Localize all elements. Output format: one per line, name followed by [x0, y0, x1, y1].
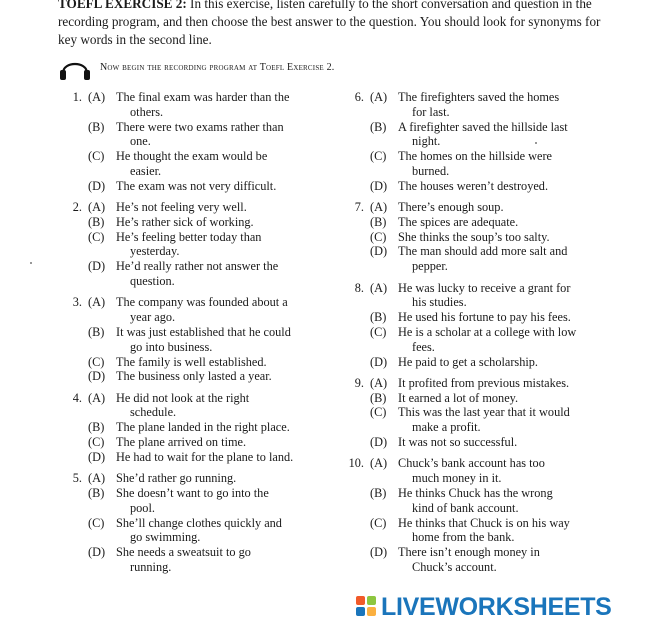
- answer-option[interactable]: [342, 310, 624, 325]
- question-number: [60, 149, 88, 179]
- answer-option[interactable]: [60, 545, 330, 575]
- option-text-continuation: easier.: [130, 163, 162, 178]
- option-letter: (B): [88, 485, 105, 500]
- question-number: [342, 310, 370, 325]
- answer-option[interactable]: [342, 405, 624, 435]
- option-text-line: The spices are adequate.: [398, 214, 519, 229]
- option-text: [116, 259, 330, 289]
- question-number: [342, 516, 370, 546]
- option-text-line: He had to wait for the plane to land.: [116, 449, 294, 464]
- answer-option[interactable]: [60, 295, 330, 325]
- question-item: [60, 90, 330, 194]
- option-letter: (D): [88, 449, 106, 464]
- question-number: 6.: [354, 90, 364, 104]
- answer-option[interactable]: [342, 90, 624, 120]
- option-text-continuation: for last.: [412, 104, 450, 119]
- answer-option[interactable]: [60, 90, 330, 120]
- question-number: [342, 325, 370, 355]
- option-text: [398, 325, 624, 355]
- option-letter: (A): [370, 200, 388, 215]
- answer-option[interactable]: [60, 355, 330, 370]
- option-text: [116, 325, 330, 355]
- option-letter: (A): [88, 390, 106, 405]
- option-text-line: The plane arrived on time.: [116, 435, 247, 450]
- option-letter: (A): [370, 90, 388, 104]
- answer-option[interactable]: [342, 456, 624, 486]
- option-text: [116, 90, 330, 120]
- option-letter: (A): [88, 471, 106, 486]
- answer-option[interactable]: [60, 369, 330, 384]
- option-text-line: He did not look at the right: [116, 390, 250, 405]
- option-text: [398, 310, 624, 325]
- option-text-continuation: pool.: [130, 500, 155, 515]
- option-text-continuation: his studies.: [412, 295, 467, 310]
- question-number: 7.: [354, 200, 364, 215]
- option-text-line: It profited from previous mistakes.: [398, 375, 570, 390]
- question-number: [60, 325, 88, 355]
- option-text: [398, 281, 624, 311]
- question-number: [60, 435, 88, 450]
- option-text-line: Chuck’s bank account has too: [398, 456, 545, 471]
- question-number: [342, 545, 370, 575]
- option-text: [398, 120, 624, 150]
- option-text-continuation: night.: [412, 134, 441, 149]
- option-text-line: She thinks the soup’s too salty.: [398, 229, 550, 244]
- answer-option[interactable]: [342, 376, 624, 391]
- option-text: [116, 486, 330, 516]
- question-number: 8.: [354, 280, 364, 295]
- answer-option[interactable]: [60, 230, 330, 260]
- question-number: [60, 486, 88, 516]
- option-text-continuation: others.: [130, 104, 164, 119]
- option-letter: (B): [370, 310, 387, 325]
- option-text: [116, 215, 330, 230]
- question-number: [342, 179, 370, 194]
- option-text: [116, 355, 330, 370]
- option-text: [398, 230, 624, 245]
- answer-option[interactable]: [60, 516, 330, 546]
- option-letter: (C): [88, 354, 105, 369]
- question-number: [60, 355, 88, 370]
- option-text-continuation: go into business.: [130, 339, 213, 354]
- questions-left-column: [60, 90, 330, 581]
- question-item: [60, 200, 330, 289]
- recording-text: Now begin the recording program at Toefl Exercise 2.: [100, 62, 335, 73]
- option-text-line: The plane landed in the right place.: [116, 420, 290, 435]
- question-number: [60, 230, 88, 260]
- option-letter: (C): [88, 515, 105, 530]
- answer-option[interactable]: [342, 486, 624, 516]
- answer-option[interactable]: [60, 325, 330, 355]
- option-text-continuation: running.: [130, 559, 172, 574]
- questions-right-column: [342, 90, 624, 581]
- option-text: [398, 200, 624, 215]
- speck: [30, 262, 32, 264]
- answer-option[interactable]: [342, 391, 624, 406]
- question-number: 5.: [72, 471, 82, 486]
- answer-option[interactable]: [60, 486, 330, 516]
- option-text-line: He thought the exam would be: [116, 149, 268, 164]
- logo-mark-icon: [356, 596, 378, 618]
- headphones-icon: [58, 55, 92, 81]
- speck: [535, 142, 537, 144]
- option-text: [398, 405, 624, 435]
- question-number: 9.: [354, 375, 364, 390]
- option-letter: (B): [370, 390, 387, 405]
- question-number: [60, 450, 88, 465]
- option-text-line: The homes on the hillside were: [398, 149, 553, 164]
- option-text-line: She doesn’t want to go into the: [116, 485, 269, 500]
- option-text-line: He paid to get a scholarship.: [398, 354, 539, 369]
- question-number: [60, 545, 88, 575]
- question-number: [60, 516, 88, 546]
- question-number: [342, 405, 370, 435]
- option-text-continuation: question.: [130, 274, 175, 289]
- option-text-line: She’ll change clothes quickly and: [116, 515, 282, 530]
- question-number: [342, 244, 370, 274]
- answer-option[interactable]: [342, 325, 624, 355]
- option-letter: (C): [370, 229, 387, 244]
- option-text: [116, 516, 330, 546]
- option-letter: (B): [88, 119, 105, 134]
- question-item: [342, 90, 624, 194]
- question-number: [60, 259, 88, 289]
- option-letter: (B): [370, 119, 387, 134]
- recording-instruction: [58, 55, 618, 83]
- option-letter: (B): [88, 324, 105, 339]
- option-text-line: He’s rather sick of working.: [116, 214, 254, 229]
- option-text-continuation: Chuck’s account.: [412, 559, 497, 574]
- option-text: [398, 435, 624, 450]
- answer-option[interactable]: [342, 281, 624, 311]
- option-text-line: He used his fortune to pay his fees.: [398, 310, 571, 325]
- answer-option[interactable]: [342, 545, 624, 575]
- option-text-line: He’s not feeling very well.: [116, 200, 247, 215]
- option-text: [116, 230, 330, 260]
- question-number: [342, 486, 370, 516]
- option-text-line: The final exam was harder than the: [116, 90, 290, 104]
- option-text-continuation: schedule.: [130, 405, 177, 420]
- exercise-instructions: [58, 0, 606, 49]
- question-number: 1.: [72, 90, 82, 104]
- option-letter: (C): [370, 324, 387, 339]
- option-text-continuation: kind of bank account.: [412, 500, 519, 515]
- option-text-line: The business only lasted a year.: [116, 369, 272, 384]
- option-text-line: The family is well established.: [116, 354, 267, 369]
- question-number: [342, 391, 370, 406]
- option-text: [398, 215, 624, 230]
- option-text-continuation: burned.: [412, 163, 450, 178]
- logo-text: LIVEWORKSHEETS: [381, 592, 612, 621]
- answer-option[interactable]: [342, 149, 624, 179]
- question-number: 2.: [72, 200, 82, 215]
- option-text-line: The firefighters saved the homes: [398, 90, 560, 104]
- option-text-continuation: go swimming.: [130, 530, 201, 545]
- option-text-line: She’d rather go running.: [116, 471, 237, 486]
- option-letter: (D): [88, 259, 106, 274]
- question-number: [60, 420, 88, 435]
- option-text-line: There’s enough soup.: [398, 200, 504, 215]
- option-text-line: The man should add more salt and: [398, 244, 568, 259]
- option-text: [398, 90, 624, 120]
- answer-option[interactable]: [60, 450, 330, 465]
- answer-option[interactable]: [342, 215, 624, 230]
- answer-option[interactable]: [342, 120, 624, 150]
- option-text: [116, 295, 330, 325]
- option-letter: (C): [88, 229, 105, 244]
- answer-option[interactable]: [60, 149, 330, 179]
- option-letter: (A): [370, 280, 388, 295]
- option-text-line: It was just established that he could: [116, 324, 291, 339]
- question-item: [60, 471, 330, 575]
- question-number: [60, 215, 88, 230]
- option-text-line: He thinks that Chuck is on his way: [398, 515, 570, 530]
- question-item: [342, 456, 624, 574]
- answer-option[interactable]: [60, 471, 330, 486]
- answer-option[interactable]: [342, 355, 624, 370]
- option-text: [116, 435, 330, 450]
- question-item: [342, 200, 624, 274]
- option-letter: (D): [370, 354, 388, 369]
- answer-option[interactable]: [60, 391, 330, 421]
- option-letter: (A): [88, 295, 106, 310]
- question-number: 3.: [72, 295, 82, 310]
- option-text-continuation: home from the bank.: [412, 530, 515, 545]
- option-text-line: He thinks Chuck has the wrong: [398, 485, 553, 500]
- option-text: [116, 545, 330, 575]
- option-text-continuation: one.: [130, 134, 151, 149]
- question-item: [342, 376, 624, 450]
- question-item: [342, 281, 624, 370]
- answer-option[interactable]: [60, 200, 330, 215]
- answer-option[interactable]: [60, 120, 330, 150]
- exercise-title: TOEFL EXERCISE 2:: [58, 0, 187, 11]
- option-text-continuation: yesterday.: [130, 244, 180, 259]
- question-number: [60, 179, 88, 194]
- option-text-line: He is a scholar at a college with low: [398, 324, 577, 339]
- option-text: [398, 456, 624, 486]
- question-number: 4.: [72, 390, 82, 405]
- answer-option[interactable]: [60, 179, 330, 194]
- option-letter: (B): [370, 485, 387, 500]
- option-text-continuation: fees.: [412, 339, 435, 354]
- option-text-line: He’s feeling better today than: [116, 229, 262, 244]
- option-text-line: The houses weren’t destroyed.: [398, 178, 549, 193]
- option-text-line: She needs a sweatsuit to go: [116, 545, 251, 560]
- answer-option[interactable]: [342, 244, 624, 274]
- answer-option[interactable]: [60, 435, 330, 450]
- question-number: [60, 120, 88, 150]
- option-letter: (A): [88, 200, 106, 215]
- option-letter: (D): [370, 244, 388, 259]
- answer-option[interactable]: [342, 230, 624, 245]
- option-letter: (C): [370, 149, 387, 164]
- option-letter: (B): [370, 214, 387, 229]
- question-number: [342, 435, 370, 450]
- question-number: [342, 120, 370, 150]
- option-text: [398, 391, 624, 406]
- liveworksheets-logo: [356, 594, 612, 620]
- option-letter: (D): [88, 369, 106, 384]
- option-letter: (C): [88, 435, 105, 450]
- option-text: [116, 450, 330, 465]
- option-letter: (A): [88, 90, 106, 104]
- option-letter: (C): [370, 405, 387, 420]
- option-letter: (D): [88, 178, 106, 193]
- option-text-continuation: pepper.: [412, 259, 448, 274]
- answer-option[interactable]: [342, 179, 624, 194]
- answer-option[interactable]: [60, 259, 330, 289]
- option-text-continuation: much money in it.: [412, 471, 502, 486]
- answer-option[interactable]: [342, 435, 624, 450]
- instructions-text: In this exercise, listen carefully to the short conversation and question in the recording program, and then choose the best answer to the question. You should look for synonyms for key words in the second line.: [58, 0, 601, 47]
- option-text-line: The exam was not very difficult.: [116, 178, 277, 193]
- question-number: [342, 230, 370, 245]
- option-text: [116, 149, 330, 179]
- option-text: [398, 545, 624, 575]
- option-text: [398, 244, 624, 274]
- option-text-continuation: year ago.: [130, 310, 176, 325]
- option-letter: (D): [370, 545, 388, 560]
- option-letter: (C): [370, 515, 387, 530]
- option-text: [398, 376, 624, 391]
- question-number: 10.: [348, 456, 364, 471]
- answer-option[interactable]: [342, 516, 624, 546]
- option-text: [116, 120, 330, 150]
- option-text-line: He’d really rather not answer the: [116, 259, 279, 274]
- option-text: [116, 200, 330, 215]
- option-text: [116, 369, 330, 384]
- option-text-line: This was the last year that it would: [398, 405, 570, 420]
- option-letter: (A): [370, 375, 388, 390]
- option-text-line: It was not so successful.: [398, 435, 518, 450]
- option-text: [398, 179, 624, 194]
- option-text-line: There isn’t enough money in: [398, 545, 540, 560]
- question-item: [60, 295, 330, 384]
- question-number: [342, 215, 370, 230]
- answer-option[interactable]: [60, 215, 330, 230]
- answer-option[interactable]: [342, 200, 624, 215]
- option-letter: (D): [370, 178, 388, 193]
- option-letter: (B): [88, 420, 105, 435]
- answer-option[interactable]: [60, 420, 330, 435]
- question-number: [342, 149, 370, 179]
- question-number: [342, 355, 370, 370]
- option-text-continuation: make a profit.: [412, 420, 481, 435]
- question-number: [60, 369, 88, 384]
- option-text: [398, 486, 624, 516]
- option-letter: (D): [88, 545, 106, 560]
- question-item: [60, 391, 330, 465]
- option-text-line: It earned a lot of money.: [398, 390, 519, 405]
- option-letter: (D): [370, 435, 388, 450]
- option-text-line: The company was founded about a: [116, 295, 288, 310]
- option-text: [116, 391, 330, 421]
- option-text: [116, 471, 330, 486]
- option-text-line: A firefighter saved the hillside last: [398, 119, 568, 134]
- option-letter: (C): [88, 149, 105, 164]
- option-text: [398, 516, 624, 546]
- option-letter: (A): [370, 456, 388, 471]
- option-text: [116, 179, 330, 194]
- option-text: [116, 420, 330, 435]
- option-text-line: He was lucky to receive a grant for: [398, 280, 571, 295]
- option-text-line: There were two exams rather than: [116, 119, 284, 134]
- option-text: [398, 355, 624, 370]
- option-text: [398, 149, 624, 179]
- option-letter: (B): [88, 214, 105, 229]
